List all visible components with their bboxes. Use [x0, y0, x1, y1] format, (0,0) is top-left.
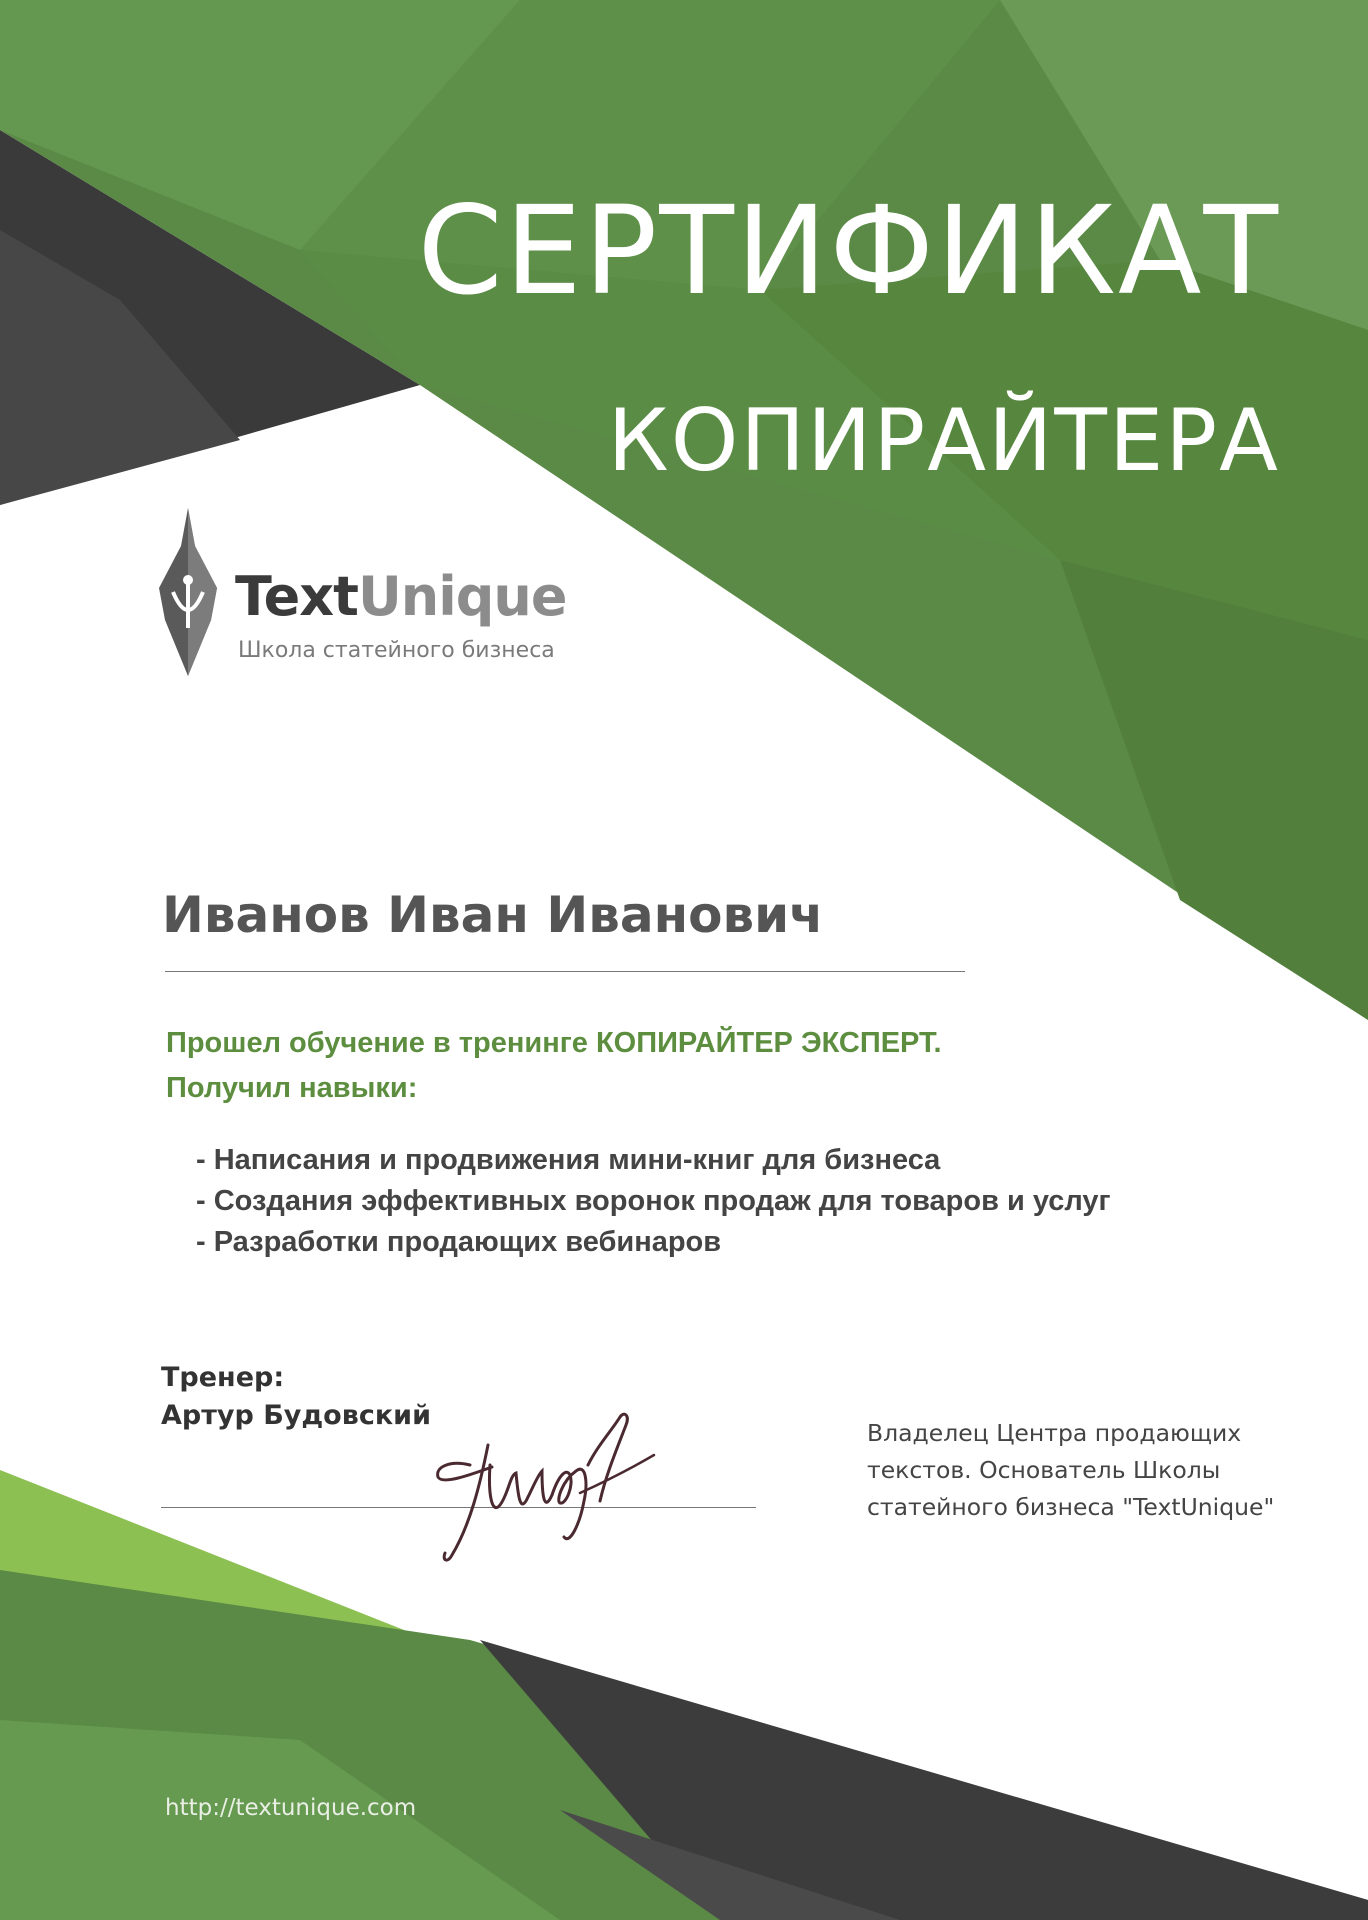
logo-name-part2: Unique	[357, 565, 567, 628]
signature	[430, 1405, 660, 1570]
completion-text: Прошел обучение в тренинге КОПИРАЙТЕР ЭКСПЕРТ.	[166, 1027, 942, 1059]
trainer-label: Тренер:	[161, 1362, 285, 1393]
skills-list	[196, 1140, 1111, 1263]
recipient-underline	[165, 971, 965, 972]
website-link[interactable]: http://textunique.com	[165, 1795, 417, 1821]
recipient-name: Иванов Иван Иванович	[162, 886, 824, 944]
logo-name-part1: Text	[235, 565, 358, 628]
certificate-title: СЕРТИФИКАТ	[417, 180, 1280, 322]
owner-description	[867, 1415, 1307, 1526]
skill-item: - Написания и продвижения мини-книг для бизнеса	[196, 1144, 941, 1176]
certificate-subtitle: КОПИРАЙТЕРА	[607, 391, 1280, 491]
textunique-logo	[155, 508, 595, 678]
owner-line: статейного бизнеса "TextUnique"	[867, 1493, 1275, 1521]
logo-tagline: Школа статейного бизнеса	[238, 638, 555, 663]
owner-line: текстов. Основатель Школы	[867, 1456, 1221, 1484]
pen-nib-icon	[155, 508, 221, 676]
owner-line: Владелец Центра продающих	[867, 1419, 1242, 1447]
skill-item: - Создания эффективных воронок продаж для товаров и услуг	[196, 1185, 1111, 1217]
logo-name	[235, 565, 567, 628]
skill-item: - Разработки продающих вебинаров	[196, 1226, 722, 1258]
trainer-name: Артур Будовский	[161, 1400, 431, 1431]
skills-title: Получил навыки:	[166, 1072, 418, 1104]
